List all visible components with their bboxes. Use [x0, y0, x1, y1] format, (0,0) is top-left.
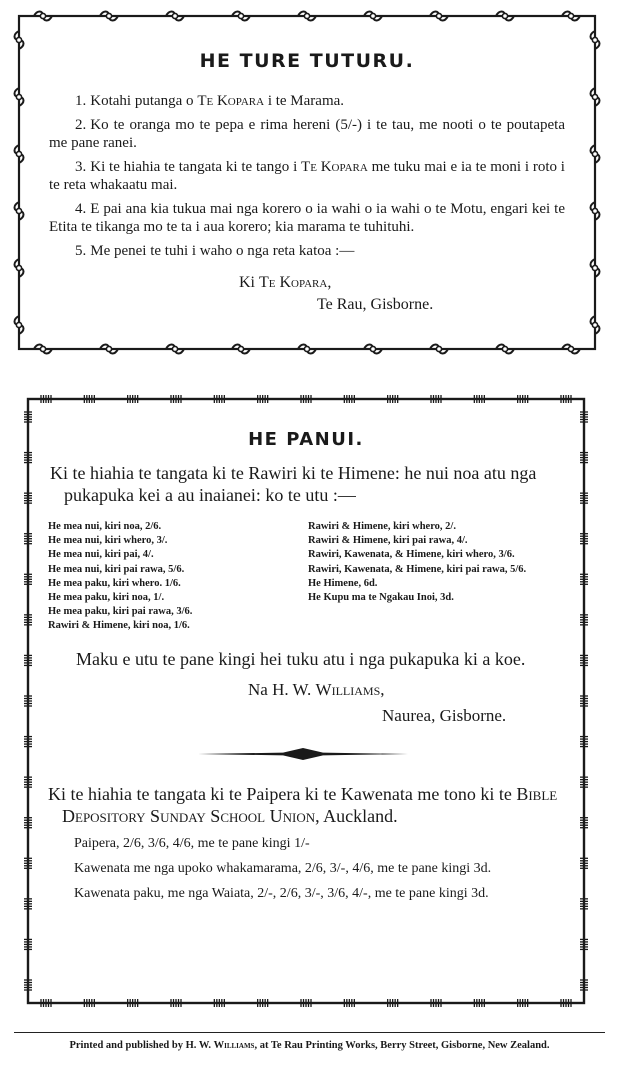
book-list-right	[304, 520, 564, 634]
price-line: Paipera, 2/6, 3/6, 4/6, me te pane kingi 1/-	[74, 835, 310, 851]
address-line-1: Ki Te Kopara,	[239, 274, 332, 291]
book-price-item: Rawiri & Himene, kiri noa, 1/6.	[48, 620, 190, 632]
ornamental-divider	[198, 748, 408, 760]
postage-note: Maku e utu te pane kingi hei tuku atu i nga pukapuka ki a koe.	[76, 648, 526, 669]
rules-list	[49, 92, 565, 260]
address-line-2: Te Rau, Gisborne.	[317, 296, 434, 313]
panui-title: HE PANUI.	[248, 429, 364, 450]
rule-item: 3. Ki te hiahia te tangata ki te tango i Te Kopara me tuku mai e ia te moni i roto i te reta whakaatu mai.	[49, 159, 565, 193]
book-price-item: He Kupu ma te Ngakau Inoi, 3d.	[308, 592, 454, 604]
rule-item: 5. Me penei te tuhi i waho o nga reta katoa :—	[75, 243, 355, 259]
panui-intro: Ki te hiahia te tangata ki te Rawiri ki te Himene: he nui noa atu nga pukapuka kei a au inaianei: ko te utu :—	[50, 463, 537, 505]
book-price-item: He mea paku, kiri noa, 1/.	[48, 592, 165, 604]
book-price-item: He mea nui, kiri pai rawa, 5/6.	[48, 563, 185, 575]
book-price-item: He Himene, 6d.	[308, 577, 378, 589]
book-price-item: He mea nui, kiri whero, 3/.	[48, 535, 168, 547]
rules-notice-box	[13, 10, 601, 355]
rule-item: 4. E pai ana kia tukua mai nga korero o ia wahi o ia wahi o te Motu, engari kei te Etita te tikanga mo te ta i aua korero; kia marama te tuhituhi.	[49, 201, 565, 235]
signature-name: Na H. W. Williams,	[248, 679, 385, 699]
rule-item: 2. Ko te oranga mo te pepa e rima hereni (5/-) i te tau, me nooti o te poutapeta me pane ranei.	[49, 117, 565, 151]
book-price-item: Rawiri, Kawenata, & Himene, kiri whero, 3/6.	[308, 549, 515, 561]
book-price-item: Rawiri & Himene, kiri whero, 2/.	[308, 521, 456, 532]
printer-imprint: Printed and published by H. W. Williams, at Te Rau Printing Works, Berry Street, Gisborne, New Zealand.	[14, 1032, 605, 1052]
book-list-left	[48, 520, 304, 634]
bible-notice: Ki te hiahia te tangata ki te Paipera ki te Kawenata me tono ki te Bible Depository Sunday School Union, Auckland.	[48, 783, 558, 826]
price-line: Kawenata me nga upoko whakamarama, 2/6, 3/-, 4/6, me te pane kingi 3d.	[74, 860, 492, 876]
book-price-item: He mea paku, kiri whero. 1/6.	[48, 577, 181, 589]
book-price-item: He mea paku, kiri pai rawa, 3/6.	[48, 606, 193, 618]
book-price-item: Rawiri & Himene, kiri pai rawa, 4/.	[308, 535, 468, 547]
book-price-item: He mea nui, kiri noa, 2/6.	[48, 521, 162, 532]
book-price-item: He mea nui, kiri pai, 4/.	[48, 549, 154, 561]
rules-title: HE TURE TUTURU.	[199, 50, 415, 72]
book-price-item: Rawiri, Kawenata, & Himene, kiri pai rawa, 5/6.	[308, 563, 527, 575]
price-line: Kawenata paku, me nga Waiata, 2/-, 2/6, 3/-, 3/6, 4/-, me te pane kingi 3d.	[74, 885, 489, 901]
panui-notice-box	[22, 393, 590, 1009]
rule-item: 1. Kotahi putanga o Te Kopara i te Marama.	[75, 93, 345, 109]
signature-place: Naurea, Gisborne.	[382, 705, 507, 725]
book-price-list	[48, 520, 564, 634]
